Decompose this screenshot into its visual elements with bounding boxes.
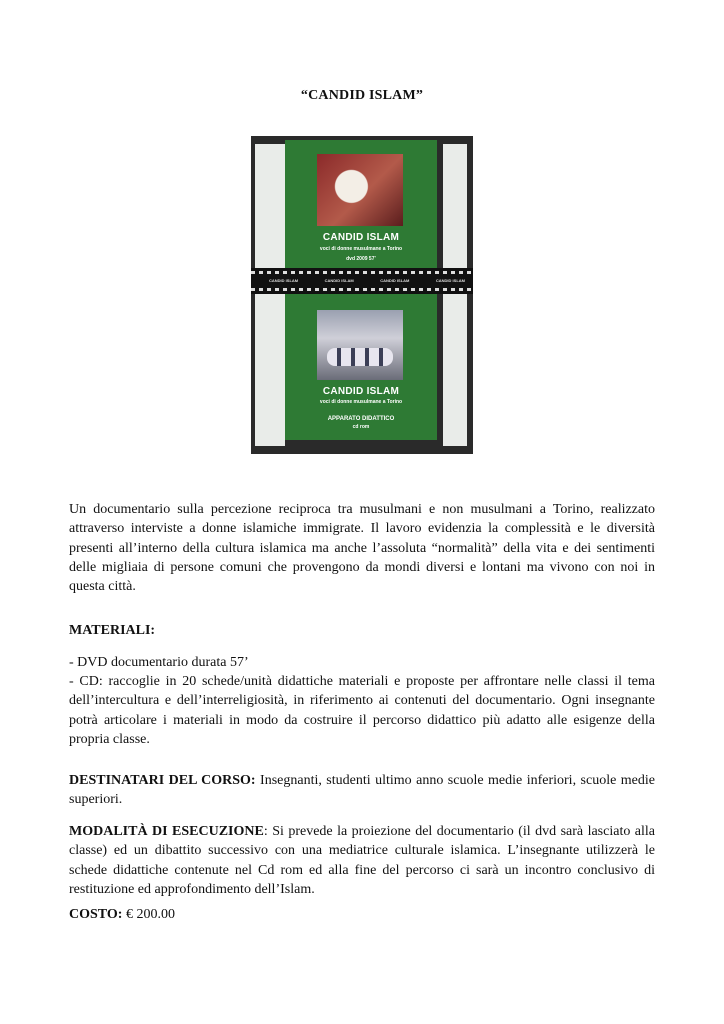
- modalita-section: [69, 822, 655, 899]
- modalita-text: : Si prevede la proiezione del documentario (il dvd sarà lasciato alla classe) ed un dibattito successivo con una mediatrice culturale islamica. L’insegnante utilizzerà le schede didattiche contenute nel Cd rom ed alla fine del percorso ci sarà un incontro conclusivo di restituzione ed approfondimento dell’Islam.: [69, 824, 656, 897]
- cover-title-bottom: CANDID ISLAM: [322, 386, 400, 397]
- materiali-heading: MATERIALI:: [69, 623, 156, 638]
- destinatari-section: [69, 771, 655, 810]
- cover-film-strip: [251, 268, 473, 294]
- cover-info-top: dvd 2009 57’: [346, 256, 376, 262]
- document-title: “CANDID ISLAM”: [300, 88, 424, 103]
- costo-heading: COSTO:: [69, 907, 123, 922]
- destinatari-heading: DESTINATARI DEL CORSO:: [69, 773, 256, 788]
- cover-sleeve-right: [443, 144, 467, 446]
- materiali-item-dvd: - DVD documentario durata 57’: [69, 655, 249, 670]
- intro-paragraph: Un documentario sulla percezione reciproca tra musulmani e non musulmani a Torino, realizzato attraverso interviste a donne islamiche immigrate. Il lavoro evidenzia la complessità e le diversità presenti all’interno della cultura islamica ma anche l’assoluta “normalità” della vita e dei sentimenti delle migliaia di persone comuni che provengono da mondi diversi e lontani ma vivono con noi in questa città.: [69, 502, 655, 595]
- cover-panel-cd: [285, 294, 437, 440]
- cover-cd: cd rom: [352, 424, 370, 430]
- costo-text: € 200.00: [122, 907, 175, 922]
- costo-section: [69, 905, 655, 924]
- film-label: CANDID ISLAM: [435, 278, 465, 283]
- cover-panel-dvd: [285, 140, 437, 268]
- film-label: CANDID ISLAM: [324, 278, 354, 283]
- cover-subtitle-bottom: voci di donne musulmane a Torino: [319, 399, 403, 405]
- cover-subtitle-top: voci di donne musulmane a Torino: [319, 246, 403, 252]
- cover-sleeve-left: [255, 144, 285, 446]
- modalita-heading: MODALITÀ DI ESECUZIONE: [69, 824, 264, 839]
- cover-photo-prayer: [317, 310, 403, 380]
- film-label: CANDID ISLAM: [269, 278, 299, 283]
- destinatari-text: Insegnanti, studenti ultimo anno scuole medie inferiori, scuole medie superiori.: [69, 773, 655, 808]
- dvd-cover-image: [251, 136, 473, 454]
- film-label: CANDID ISLAM: [380, 278, 410, 283]
- cover-photo-woman: [317, 154, 403, 226]
- materiali-item-cd: - CD: raccoglie in 20 schede/unità didattiche materiali e proposte per affrontare nelle classi il tema dell’intercultura e dell’interreligiosità, in riferimento ai contenuti del documentario. Ogni insegnante potrà articolare i materiali in modo da costruire il percorso didattico più adatto alle esigenze della propria classe.: [69, 674, 655, 747]
- cover-apparato: APPARATO DIDATTICO: [327, 416, 395, 422]
- cover-title-top: CANDID ISLAM: [322, 232, 400, 243]
